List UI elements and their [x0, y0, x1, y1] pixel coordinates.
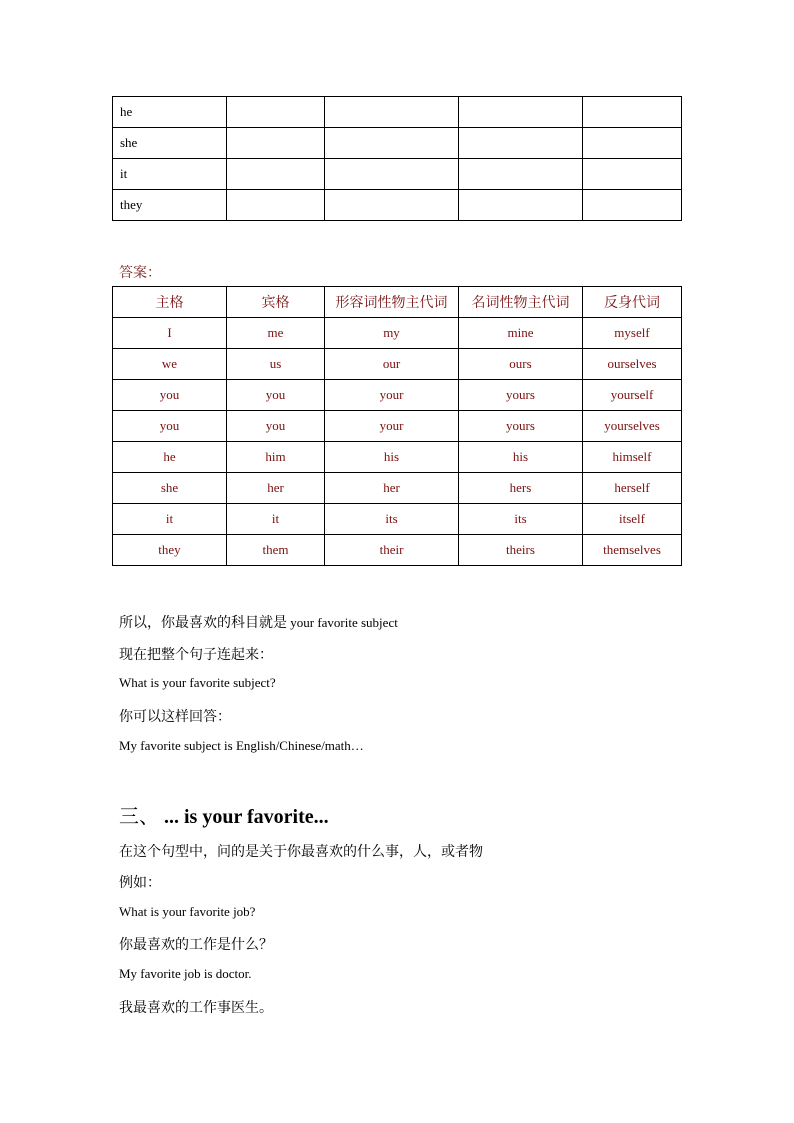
explanation-line-5: My favorite subject is English/Chinese/math… — [119, 738, 364, 753]
table-cell: us — [227, 349, 325, 380]
table-cell: it — [113, 504, 227, 535]
table-row — [113, 504, 682, 535]
explanation-line-1 — [119, 612, 398, 632]
table-cell: it — [227, 504, 325, 535]
table-cell: ourselves — [583, 349, 682, 380]
example-answer-en: My favorite job is doctor. — [119, 966, 252, 981]
table-cell: his — [325, 442, 459, 473]
table-cell: their — [325, 535, 459, 566]
table-cell — [583, 190, 682, 221]
table-cell: theirs — [459, 535, 583, 566]
table-cell: mine — [459, 318, 583, 349]
table-cell: they — [113, 535, 227, 566]
explanation-line-1-en: your favorite subject — [290, 615, 398, 630]
explanation-line-2: 现在把整个句子连起来： — [119, 647, 273, 663]
table-cell — [325, 159, 459, 190]
table-cell: she — [113, 128, 227, 159]
table-cell: yourself — [583, 380, 682, 411]
table-cell: yours — [459, 380, 583, 411]
table-cell: hers — [459, 473, 583, 504]
table-row — [113, 411, 682, 442]
table-cell: she — [113, 473, 227, 504]
table-row — [113, 318, 682, 349]
table-header-cell: 主格 — [113, 287, 227, 318]
table-cell: you — [227, 380, 325, 411]
table-cell — [325, 97, 459, 128]
table-row — [113, 159, 682, 190]
table-cell — [325, 190, 459, 221]
table-cell — [459, 159, 583, 190]
table-cell: them — [227, 535, 325, 566]
table-cell — [583, 97, 682, 128]
table-cell: yours — [459, 411, 583, 442]
table-cell — [325, 128, 459, 159]
table-header-row — [113, 287, 682, 318]
table-header-cell: 形容词性物主代词 — [325, 287, 459, 318]
table-row — [113, 535, 682, 566]
table-cell: we — [113, 349, 227, 380]
table-cell: him — [227, 442, 325, 473]
table-cell: her — [227, 473, 325, 504]
table-cell — [227, 159, 325, 190]
example-label: 例如： — [119, 875, 161, 891]
table-cell: your — [325, 380, 459, 411]
table-row — [113, 97, 682, 128]
table-row — [113, 473, 682, 504]
answer-label: 答案： — [119, 265, 161, 281]
section-3-heading — [119, 800, 329, 829]
table-row — [113, 380, 682, 411]
table-cell: my — [325, 318, 459, 349]
table-cell: its — [325, 504, 459, 535]
table-row — [113, 128, 682, 159]
table-cell: they — [113, 190, 227, 221]
table-cell: his — [459, 442, 583, 473]
example-question-en: What is your favorite job? — [119, 904, 256, 919]
example-question-zh: 你最喜欢的工作是什么？ — [119, 937, 273, 953]
table-cell — [459, 97, 583, 128]
table-cell: you — [227, 411, 325, 442]
table-cell — [583, 128, 682, 159]
table-row — [113, 190, 682, 221]
table-cell: ours — [459, 349, 583, 380]
table-cell: it — [113, 159, 227, 190]
table-cell — [227, 97, 325, 128]
explanation-line-1-zh: 所以，你最喜欢的科目就是 — [119, 615, 287, 631]
explanation-line-3: What is your favorite subject? — [119, 675, 276, 690]
table-row — [113, 349, 682, 380]
table-cell: he — [113, 97, 227, 128]
table-cell: you — [113, 380, 227, 411]
table-header-cell: 名词性物主代词 — [459, 287, 583, 318]
table-cell: themselves — [583, 535, 682, 566]
table-cell: you — [113, 411, 227, 442]
table-cell: himself — [583, 442, 682, 473]
example-answer-zh: 我最喜欢的工作事医生。 — [119, 1000, 273, 1016]
section-3-title: ... is your favorite... — [164, 806, 329, 828]
table-cell: itself — [583, 504, 682, 535]
table-cell: our — [325, 349, 459, 380]
table-row — [113, 442, 682, 473]
table-cell: he — [113, 442, 227, 473]
table-cell: me — [227, 318, 325, 349]
table-cell: herself — [583, 473, 682, 504]
table-cell: her — [325, 473, 459, 504]
table-cell: I — [113, 318, 227, 349]
table-cell — [459, 128, 583, 159]
explanation-line-4: 你可以这样回答： — [119, 709, 231, 725]
answer-pronoun-table — [112, 286, 682, 566]
table-cell — [227, 190, 325, 221]
table-cell — [459, 190, 583, 221]
table-cell: its — [459, 504, 583, 535]
table-cell: yourselves — [583, 411, 682, 442]
table-cell: your — [325, 411, 459, 442]
table-header-cell: 反身代词 — [583, 287, 682, 318]
table-cell — [227, 128, 325, 159]
table-cell: myself — [583, 318, 682, 349]
table-cell — [583, 159, 682, 190]
blank-pronoun-table — [112, 96, 682, 221]
section-3-description: 在这个句型中，问的是关于你最喜欢的什么事，人，或者物 — [119, 844, 483, 860]
section-3-number: 三、 — [119, 804, 159, 828]
table-header-cell: 宾格 — [227, 287, 325, 318]
